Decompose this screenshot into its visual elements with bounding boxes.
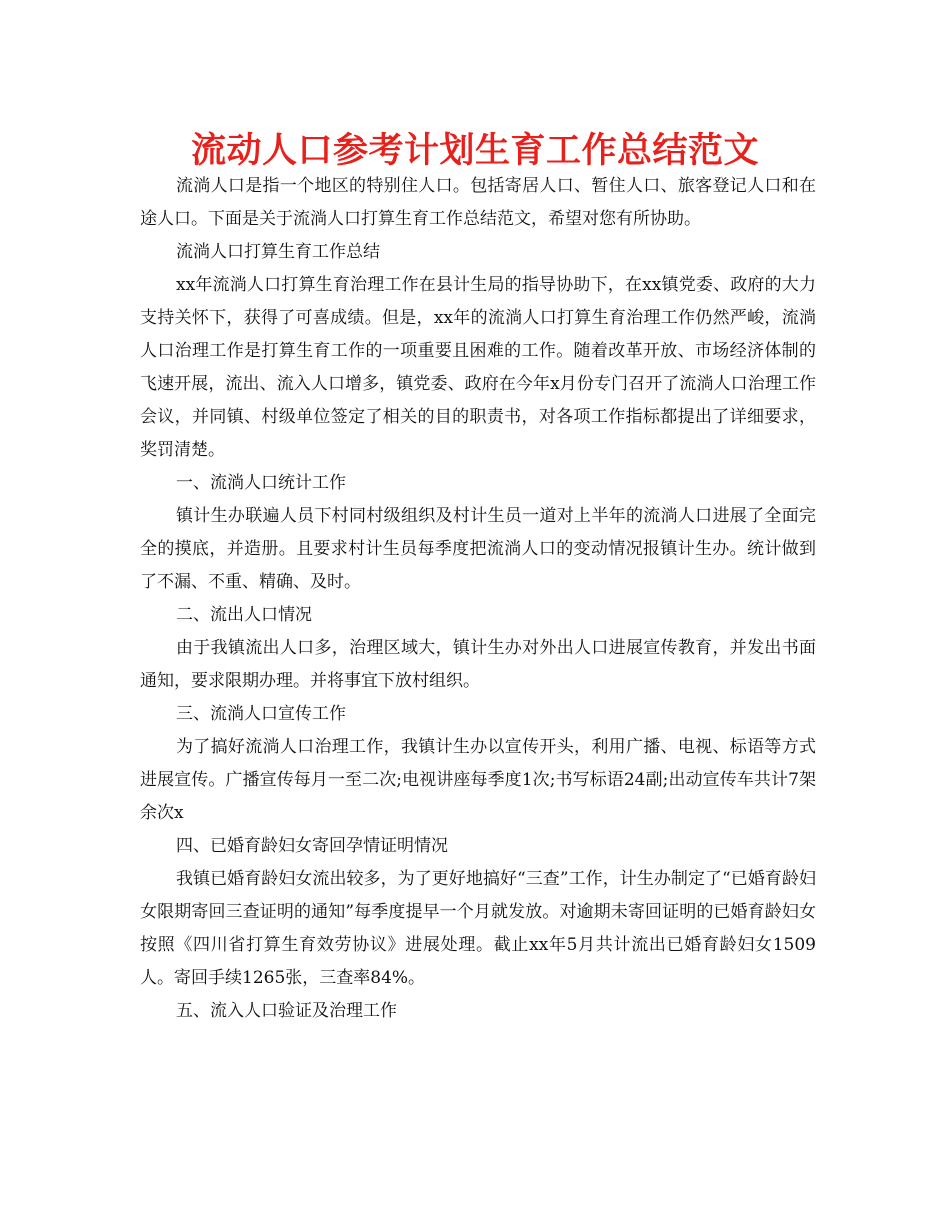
section-heading-1: 一、流淌人口统计工作: [176, 473, 346, 493]
paragraph-publicity: 为了搞好流淌人口治理工作，我镇计生办以宣传开头，利用广播、电视、标语等方式进展宣传。广播宣传每月一至二次;电视讲座每季度1次;书写标语24副;出动宣传车共计7架余次x: [140, 737, 816, 823]
document-title: 流动人口参考计划生育工作总结范文: [190, 131, 759, 171]
paragraph-overview: xx年流淌人口打算生育治理工作在县计生局的指导协助下，在xx镇党委、政府的大力支持关怀下，获得了可喜成绩。但是，xx年的流淌人口打算生育治理工作仍然严峻，流淌人口治理工作是打算生育工作的一项重要且困难的工作。随着改革开放、市场经济体制的飞速开展，流出、流入人口增多，镇党委、政府在今年x月份专门召开了流淌人口治理工作会议，并同镇、村级单位签定了相关的目的职责书，对各项工作指标都提出了详细要求，奖罚清楚。: [140, 275, 816, 460]
section-heading-4: 四、已婚育龄妇女寄回孕情证明情况: [176, 836, 448, 856]
section-heading-2: 二、流出人口情况: [176, 605, 312, 625]
section-heading-5: 五、流入人口验证及治理工作: [176, 1001, 397, 1021]
document-body: [140, 170, 816, 1028]
paragraph-outflow: 由于我镇流出人口多，治理区域大，镇计生办对外出人口进展宣传教育，并发出书面通知，要求限期办理。并将事宜下放村组织。: [140, 638, 816, 691]
section-heading-summary: 流淌人口打算生育工作总结: [176, 242, 380, 262]
paragraph-statistics: 镇计生办联遍人员下村同村级组织及村计生员一道对上半年的流淌人口进展了全面完全的摸底，并造册。且要求村计生员每季度把流淌人口的变动情况报镇计生办。统计做到了不漏、不重、精确、及时。: [140, 506, 816, 592]
paragraph-intro: 流淌人口是指一个地区的特别住人口。包括寄居人口、暂住人口、旅客登记人口和在途人口。下面是关于流淌人口打算生育工作总结范文，希望对您有所协助。: [140, 176, 816, 229]
section-heading-3: 三、流淌人口宣传工作: [176, 704, 346, 724]
paragraph-certificates: 我镇已婚育龄妇女流出较多，为了更好地搞好“三查”工作，计生办制定了“已婚育龄妇女限期寄回三查证明的通知”每季度提早一个月就发放。对逾期未寄回证明的已婚育龄妇女按照《四川省打算生育效劳协议》进展处理。截止xx年5月共计流出已婚育龄妇女1509人。寄回手续1265张，三查率84%。: [140, 869, 816, 988]
